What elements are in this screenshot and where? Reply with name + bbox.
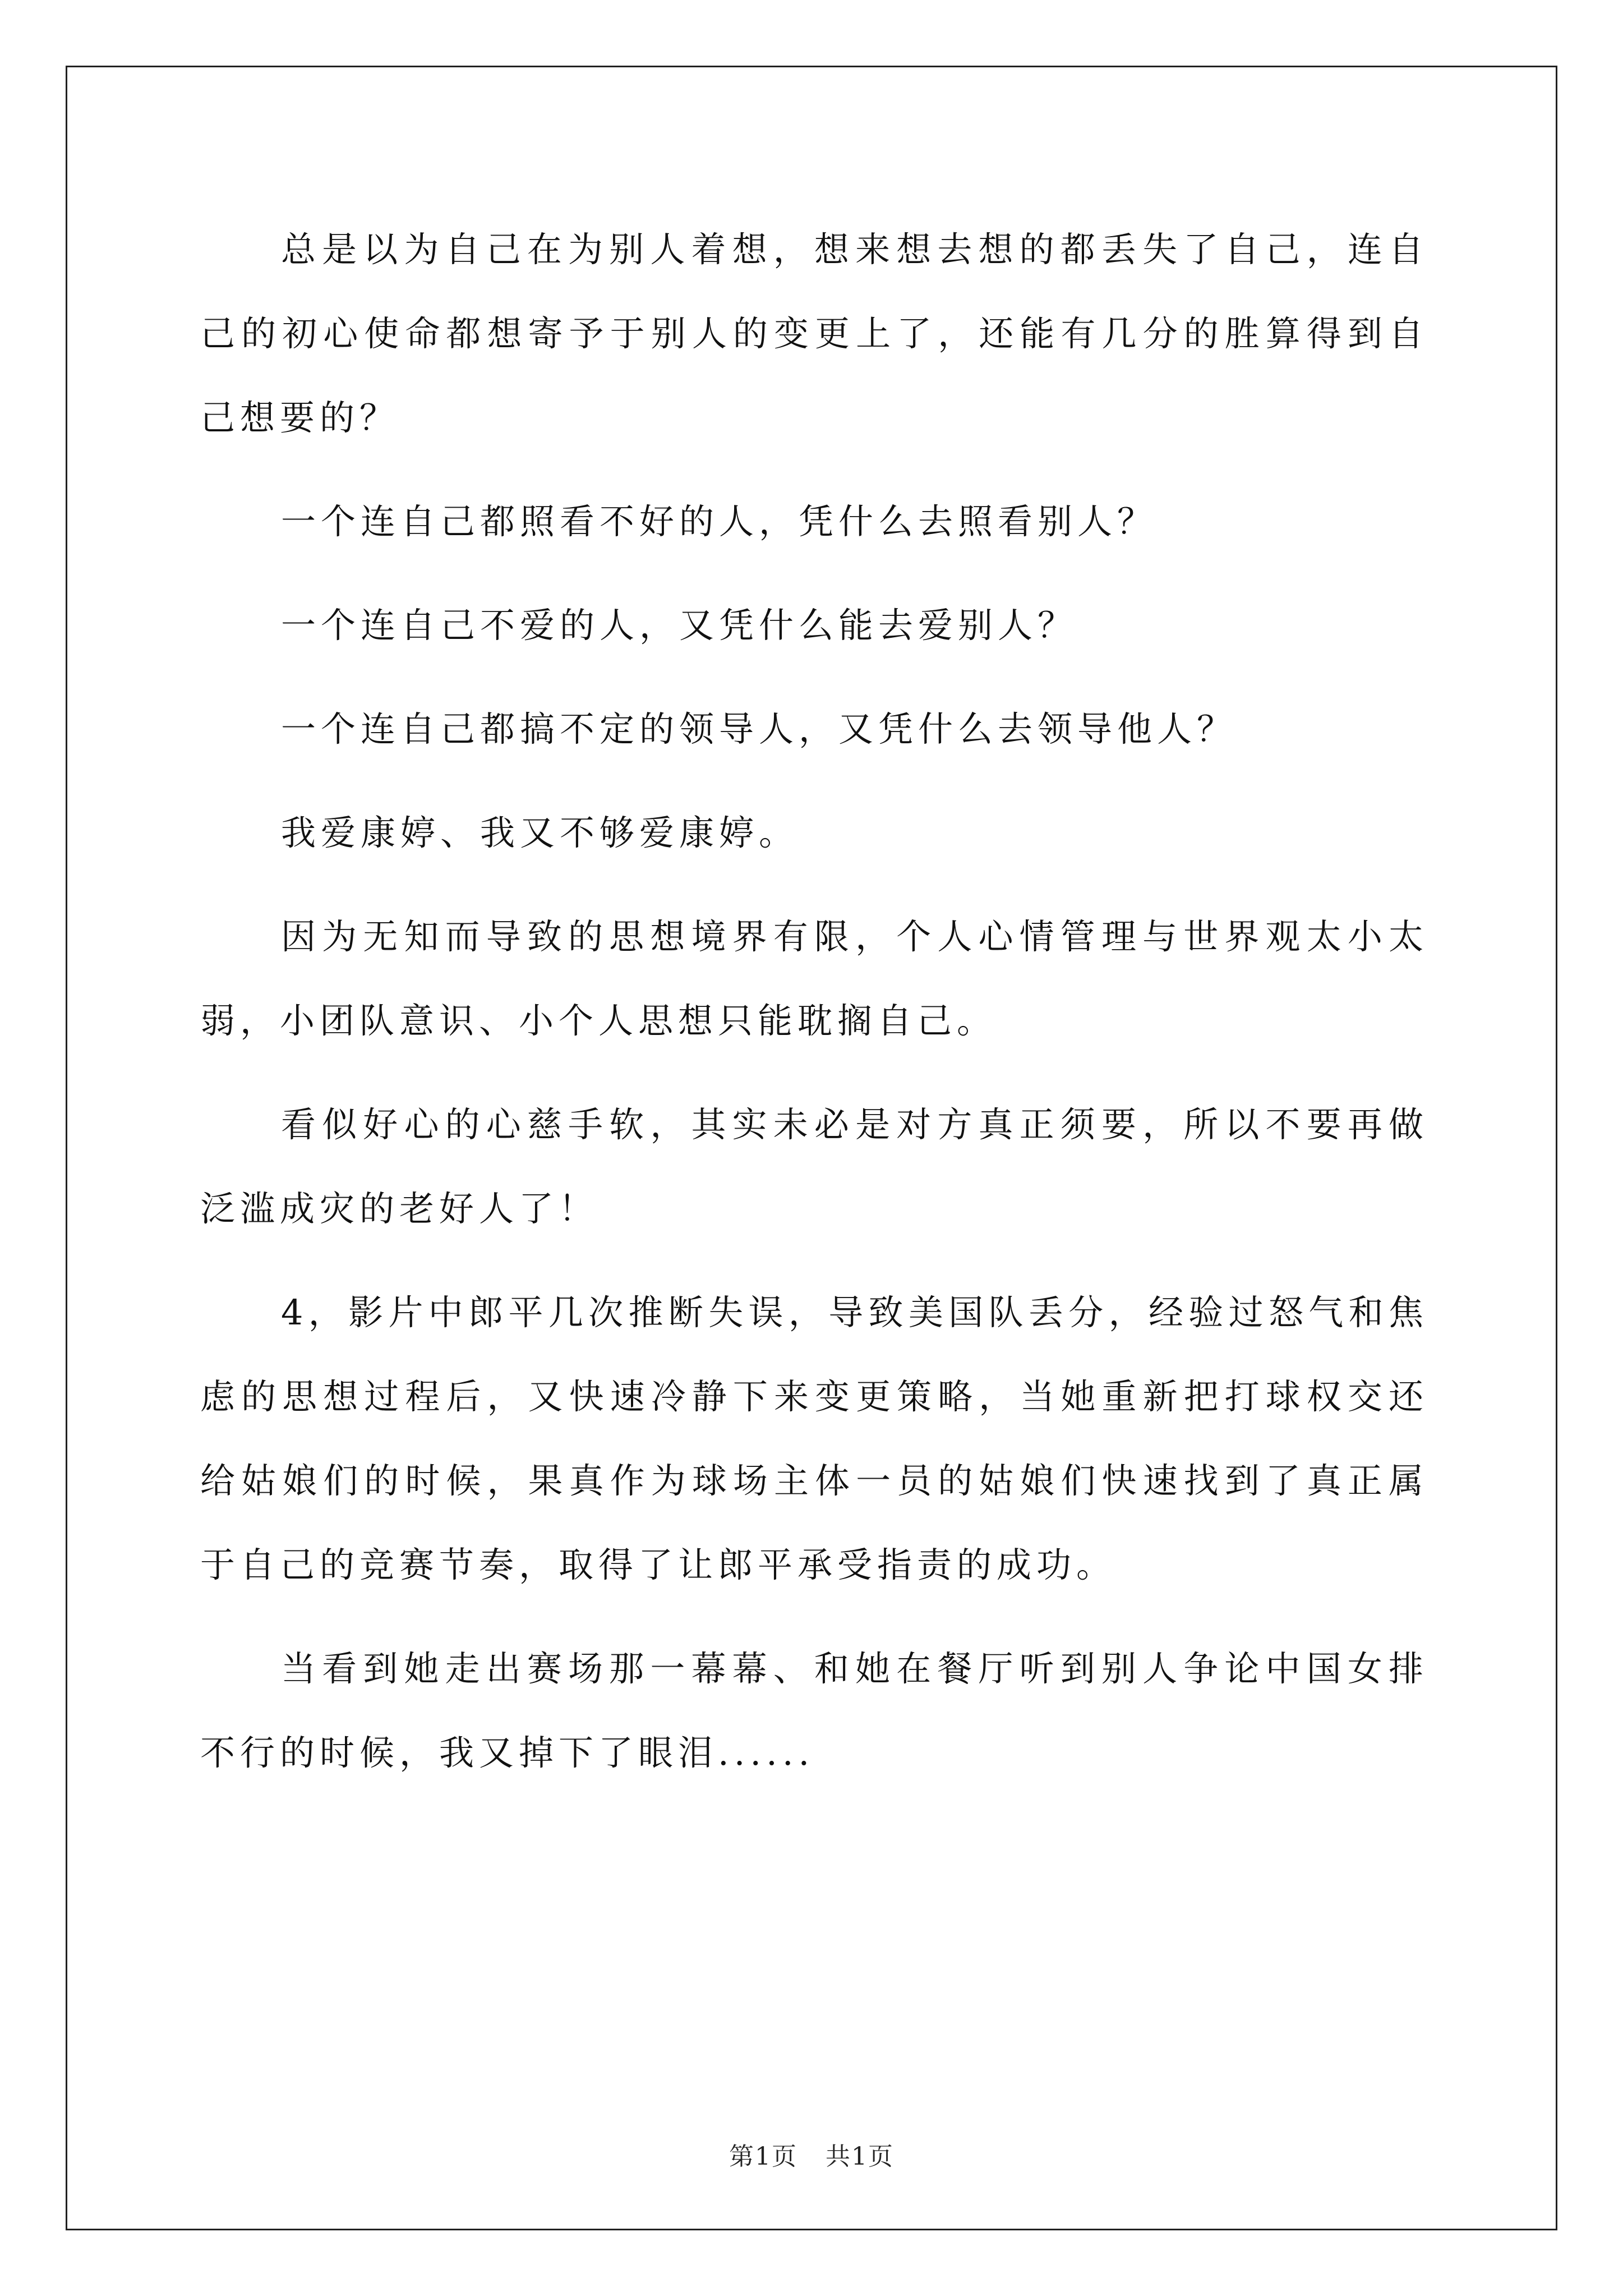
- paragraph: 一个连自己不爱的人，又凭什么能去爱别人？: [281, 605, 1078, 646]
- paragraph: 当看到她走出赛场那一幕幕、和她在餐厅听到别人争论中国女排不行的时候，我又掉下了眼泪......: [200, 1648, 1428, 1773]
- paragraph: 一个连自己都照看不好的人，凭什么去照看别人？: [281, 501, 1158, 542]
- page-number-total: 共1页: [826, 2142, 894, 2171]
- page-footer: [0, 2136, 1623, 2172]
- paragraph: 一个连自己都搞不定的领导人，又凭什么去领导他人？: [281, 708, 1237, 749]
- document-body: [200, 208, 1428, 1815]
- paragraph: 我爱康婷、我又不够爱康婷。: [281, 812, 799, 853]
- paragraph: 看似好心的心慈手软，其实未必是对方真正须要，所以不要再做泛滥成灾的老好人了！: [200, 1104, 1428, 1229]
- paragraph: 4，影片中郎平几次推断失误，导致美国队丢分，经验过怒气和焦虑的思想过程后，又快速冷静下来变更策略，当她重新把打球权交还给姑娘们的时候，果真作为球场主体一员的姑娘们快速找到了真正属于自己的竞赛节奏，取得了让郎平承受指责的成功。: [200, 1292, 1428, 1585]
- page-number-current: 第1页: [729, 2142, 797, 2171]
- paragraph: 因为无知而导致的思想境界有限，个人心情管理与世界观太小太弱，小团队意识、小个人思想只能耽搁自己。: [200, 916, 1428, 1041]
- paragraph: 总是以为自己在为别人着想，想来想去想的都丢失了自己，连自己的初心使命都想寄予于别人的变更上了，还能有几分的胜算得到自己想要的？: [200, 229, 1428, 438]
